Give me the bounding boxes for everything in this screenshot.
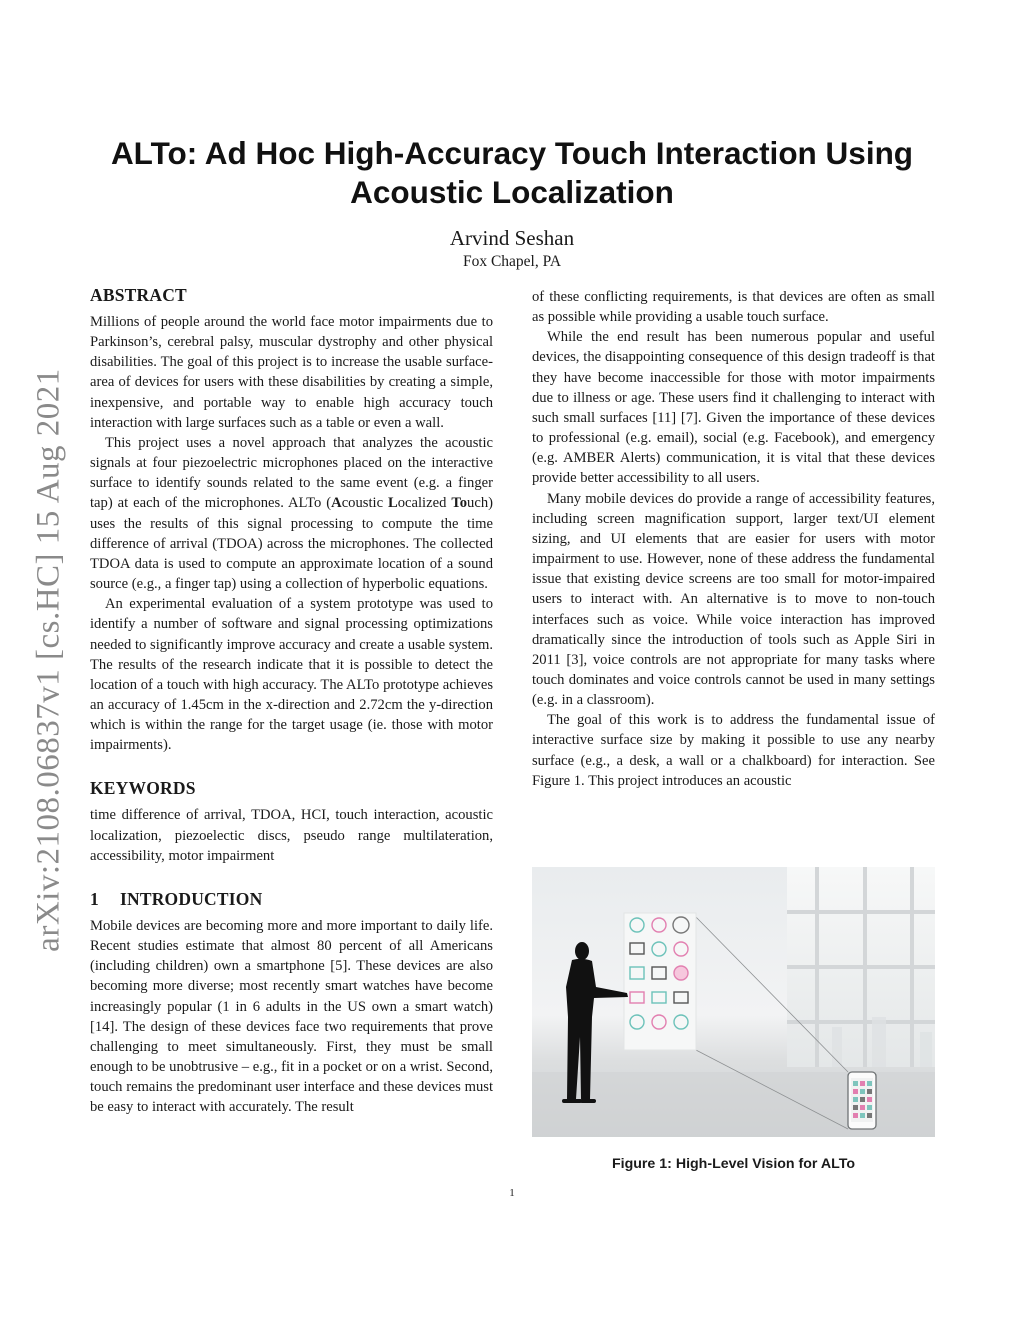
acronym-letter-l: L [388, 495, 398, 512]
right-column [532, 287, 935, 791]
intro-paragraph-1: Mobile devices are becoming more and more important to daily life. Recent studies estimate that almost 80 percent of all Americans (including children) own a smartphone [5]. These devices are also becoming more diverse; most recently smart watches have become increasingly popular (1 in 6 adults in the US own a smart watch) [14]. The design of these devices face two requirements that prove challenging to meet simultaneously. First, they must be small enough to be unobtrusive – e.g., fit in a pocket or on a wrist. Second, touch remains the predominant user interface and these devices must be easy to interact with accurately. The result [90, 917, 493, 1116]
intro-paragraph-2: While the end result has been numerous popular and useful devices, the disappointing consequence of this design tradeoff is that they have become inaccessible for those with motor impairments due to illness or age. These users find it challenging to interact with such small surfaces [11] [7]. Given the importance of these devices to professional (e.g. email), social (e.g. Facebook), and emergency (e.g. AMBER Alerts) communication, it is vital that these devices provide better accessibility to all users. [532, 329, 935, 487]
author-name: Arvind Seshan [449, 226, 575, 250]
keywords-heading: KEYWORDS [90, 778, 196, 799]
arxiv-identifier [30, 350, 68, 970]
introduction-heading [90, 888, 493, 910]
author-affiliation: Fox Chapel, PA [462, 253, 562, 270]
abstract-paragraph-3: An experimental evaluation of a system prototype was used to identify a number of software and signal processing optimizations needed to significantly improve accuracy and create a usable system. The results of the research indicate that it is possible to detect the location of a touch with high accuracy. The ALTo prototype achieves an accuracy of 1.45cm in the x-direction and 2.72cm the y-direction which is within the range for the target usage (ie. those with motor impairments). [90, 596, 493, 754]
acronym-letter-to: To [451, 495, 468, 512]
intro-paragraph-1-continued: of these conflicting requirements, is that devices are often as small as possible while providing a usable touch surface. [532, 289, 935, 326]
section-title: INTRODUCTION [120, 888, 263, 909]
abstract-heading: ABSTRACT [90, 285, 187, 305]
smartphone-illustration [848, 1072, 876, 1129]
background-window [787, 867, 935, 1067]
figure-illustration-svg [532, 867, 935, 1137]
intro-paragraph-3: Many mobile devices do provide a range of accessibility features, including screen magnification support, larger text/UI element sizing, and UI elements that are easier for users with motor impairment to use. However, none of these address the fundamental issue that existing device screens are too small for motor-impaired users to interact with. An alternative is to move to non-touch interfaces such as voice. While voice interaction has improved dramatically since the introduction of tools such as Apple Siri in 2011 [3], voice controls are not appropriate for many tasks where touch dominates and voice controls cannot be used in many settings (e.g. in a classroom). [532, 490, 935, 709]
figure-1-illustration [532, 867, 935, 1137]
arxiv-identifier-text: arXiv:2108.06837v1 [cs.HC] 15 Aug 2021 [30, 368, 67, 952]
left-column [90, 284, 493, 1117]
keywords-text: time difference of arrival, TDOA, HCI, touch interaction, acoustic localization, piezoelectic discs, pseudo range multilateration, accessibility, motor impairment [90, 807, 493, 864]
intro-paragraph-4: The goal of this work is to address the fundamental issue of interactive surface size by making it possible to use any nearby surface (e.g., a desk, a wall or a chalkboard) for interaction. See Figure 1. This project introduces an acoustic [532, 712, 935, 789]
acronym-letter-a: A [331, 495, 342, 512]
abstract-paragraph-2: This project uses a novel approach that analyzes the acoustic signals at four piezoelectric microphones placed on the interactive surface to identify sounds related to the same event (e.g. a finger tap) at each of the microphones. ALTo (Acoustic Localized Touch) uses the results of this signal processing to compute the time difference of arrival (TDOA) across the microphones. The collected TDOA data is used to compute an approximate location of a sound source (e.g., a finger tap) using a collection of hyperbolic equations. [90, 434, 493, 593]
play-icon [674, 966, 688, 980]
page-number: 1 [509, 1187, 515, 1199]
abstract-paragraph-1: Millions of people around the world face motor impairments due to Parkinson’s, cerebral palsy, muscular dystrophy and other physical disabilities. The goal of this project is to increase the usable surface-area of devices for users with these disabilities by creating a simple, inexpensive, and portable way to enable high accuracy touch interaction with large surfaces such as a table or even a wall. [90, 314, 493, 431]
section-number: 1 [90, 888, 99, 909]
projected-app-surface [624, 913, 696, 1050]
figure-caption: Figure 1: High-Level Vision for ALTo [611, 1156, 856, 1172]
paper-title: ALTo: Ad Hoc High-Accuracy Touch Interaction Using Acoustic Localization [110, 135, 914, 210]
